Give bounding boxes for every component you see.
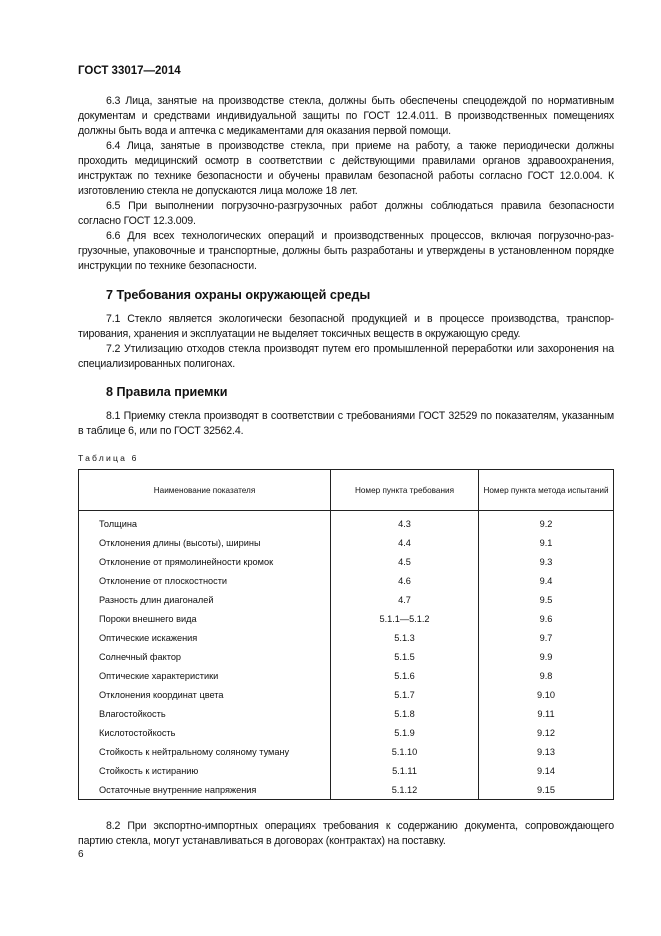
cell-requirement-clause: 4.6 (331, 571, 479, 590)
cell-test-method-clause: 9.11 (479, 704, 614, 723)
cell-test-method-clause: 9.4 (479, 571, 614, 590)
cell-indicator: Остаточные внутренние напряжения (79, 780, 331, 800)
section-7-title: 7 Требования охраны окружающей среды (106, 288, 371, 302)
cell-indicator: Влагостойкость (79, 704, 331, 723)
table-caption: Таблица 6 (78, 453, 139, 463)
cell-requirement-clause: 5.1.1—5.1.2 (331, 609, 479, 628)
cell-requirement-clause: 5.1.12 (331, 780, 479, 800)
cell-indicator: Кислотостойкость (79, 723, 331, 742)
table-row (79, 685, 614, 704)
paragraph-6-2: 6.5 При выполнении погрузочно-разгрузочных работ должны соблюдаться правила безопасности согласно ГОСТ 12.3.009. (78, 200, 614, 227)
cell-indicator: Толщина (79, 511, 331, 534)
paragraph-6-0: 6.3 Лица, занятые на производстве стекла, должны быть обеспечены спецодеждой по нормативным документам и средствами индивидуальной защиты по ГОСТ 12.4.011. В производственных помещениях должны быть вода и аптечка с медикаментами для оказания первой помощи. (78, 95, 614, 137)
cell-indicator: Оптические искажения (79, 628, 331, 647)
paragraph-8-1: 8.1 Приемку стекла производят в соответствии с требованиями ГОСТ 32529 по показателям, указанным в таблице 6, или по ГОСТ 32562.4. (78, 410, 614, 437)
cell-test-method-clause: 9.14 (479, 761, 614, 780)
cell-test-method-clause: 9.9 (479, 647, 614, 666)
table-row (79, 511, 614, 534)
section-6-paragraphs (78, 94, 614, 274)
paragraph-7-0: 7.1 Стекло является экологически безопасной продукцией и в процессе производства, транспортирования, хранения и эксплуатации не выделяет токсичных веществ в окружающую среду. (78, 313, 614, 340)
cell-requirement-clause: 5.1.11 (331, 761, 479, 780)
cell-requirement-clause: 4.7 (331, 590, 479, 609)
table-row (79, 533, 614, 552)
cell-test-method-clause: 9.10 (479, 685, 614, 704)
section-8-title: 8 Правила приемки (106, 385, 228, 399)
cell-test-method-clause: 9.8 (479, 666, 614, 685)
cell-indicator: Отклонения координат цвета (79, 685, 331, 704)
cell-requirement-clause: 5.1.7 (331, 685, 479, 704)
table-row (79, 761, 614, 780)
table-row (79, 628, 614, 647)
table-row (79, 609, 614, 628)
cell-requirement-clause: 5.1.3 (331, 628, 479, 647)
table-row (79, 571, 614, 590)
cell-test-method-clause: 9.7 (479, 628, 614, 647)
table-row (79, 723, 614, 742)
header-indicator: Наименование показателя (79, 470, 331, 511)
cell-indicator: Разность длин диагоналей (79, 590, 331, 609)
cell-requirement-clause: 4.5 (331, 552, 479, 571)
cell-requirement-clause: 5.1.8 (331, 704, 479, 723)
cell-indicator: Солнечный фактор (79, 647, 331, 666)
table-row (79, 552, 614, 571)
table-row (79, 704, 614, 723)
cell-test-method-clause: 9.3 (479, 552, 614, 571)
cell-indicator: Стойкость к истиранию (79, 761, 331, 780)
paragraph-8-2: 8.2 При экспортно-импортных операциях требования к содержанию документа, сопровождающего партию стекла, могут устанавливаться в договорах (контрактах) на поставку. (78, 820, 614, 847)
cell-requirement-clause: 5.1.10 (331, 742, 479, 761)
cell-requirement-clause: 5.1.5 (331, 647, 479, 666)
cell-requirement-clause: 5.1.6 (331, 666, 479, 685)
cell-indicator: Отклонение от плоскостности (79, 571, 331, 590)
table-row (79, 666, 614, 685)
table-row (79, 742, 614, 761)
cell-test-method-clause: 9.12 (479, 723, 614, 742)
cell-indicator: Отклонение от прямолинейности кромок (79, 552, 331, 571)
paragraph-6-1: 6.4 Лица, занятые в производстве стекла, при приеме на работу, а также периодически должны проходить медицинский осмотр в соответствии с действующими правилами органов здравоохранения, инструктаж по технике безопасности и обучены правилам безопасной работы согласно ГОСТ 12.0.004. К изготовлению стекла не допускаются лица моложе 18 лет. (78, 140, 614, 197)
cell-test-method-clause: 9.2 (479, 511, 614, 534)
document-body (78, 94, 614, 849)
cell-test-method-clause: 9.13 (479, 742, 614, 761)
table-row (79, 780, 614, 800)
cell-indicator: Стойкость к нейтральному соляному туману (79, 742, 331, 761)
table-row (79, 647, 614, 666)
cell-test-method-clause: 9.5 (479, 590, 614, 609)
cell-requirement-clause: 4.4 (331, 533, 479, 552)
header-requirement-clause: Номер пункта требования (331, 470, 479, 511)
table-row (79, 590, 614, 609)
cell-indicator: Оптические характеристики (79, 666, 331, 685)
table-header-row (79, 470, 614, 511)
cell-indicator: Пороки внешнего вида (79, 609, 331, 628)
cell-test-method-clause: 9.6 (479, 609, 614, 628)
cell-indicator: Отклонения длины (высоты), ширины (79, 533, 331, 552)
cell-test-method-clause: 9.1 (479, 533, 614, 552)
document-header: ГОСТ 33017—2014 (78, 65, 181, 77)
cell-requirement-clause: 5.1.9 (331, 723, 479, 742)
paragraph-6-3: 6.6 Для всех технологических операций и производственных процессов, включая погрузочно-разгрузочные, упаковочные и транспортные, должны быть разработаны и утверждены в установленном порядке инструкции по технике безопасности. (78, 230, 614, 272)
table-6 (78, 469, 614, 800)
section-7-paragraphs (78, 312, 614, 372)
paragraph-7-1: 7.2 Утилизацию отходов стекла производят путем его промышленной переработки или захоронения на специализированных полигонах. (78, 343, 614, 370)
cell-test-method-clause: 9.15 (479, 780, 614, 800)
page-number: 6 (78, 849, 84, 860)
cell-requirement-clause: 4.3 (331, 511, 479, 534)
header-test-method-clause: Номер пункта метода испытаний (479, 470, 614, 511)
